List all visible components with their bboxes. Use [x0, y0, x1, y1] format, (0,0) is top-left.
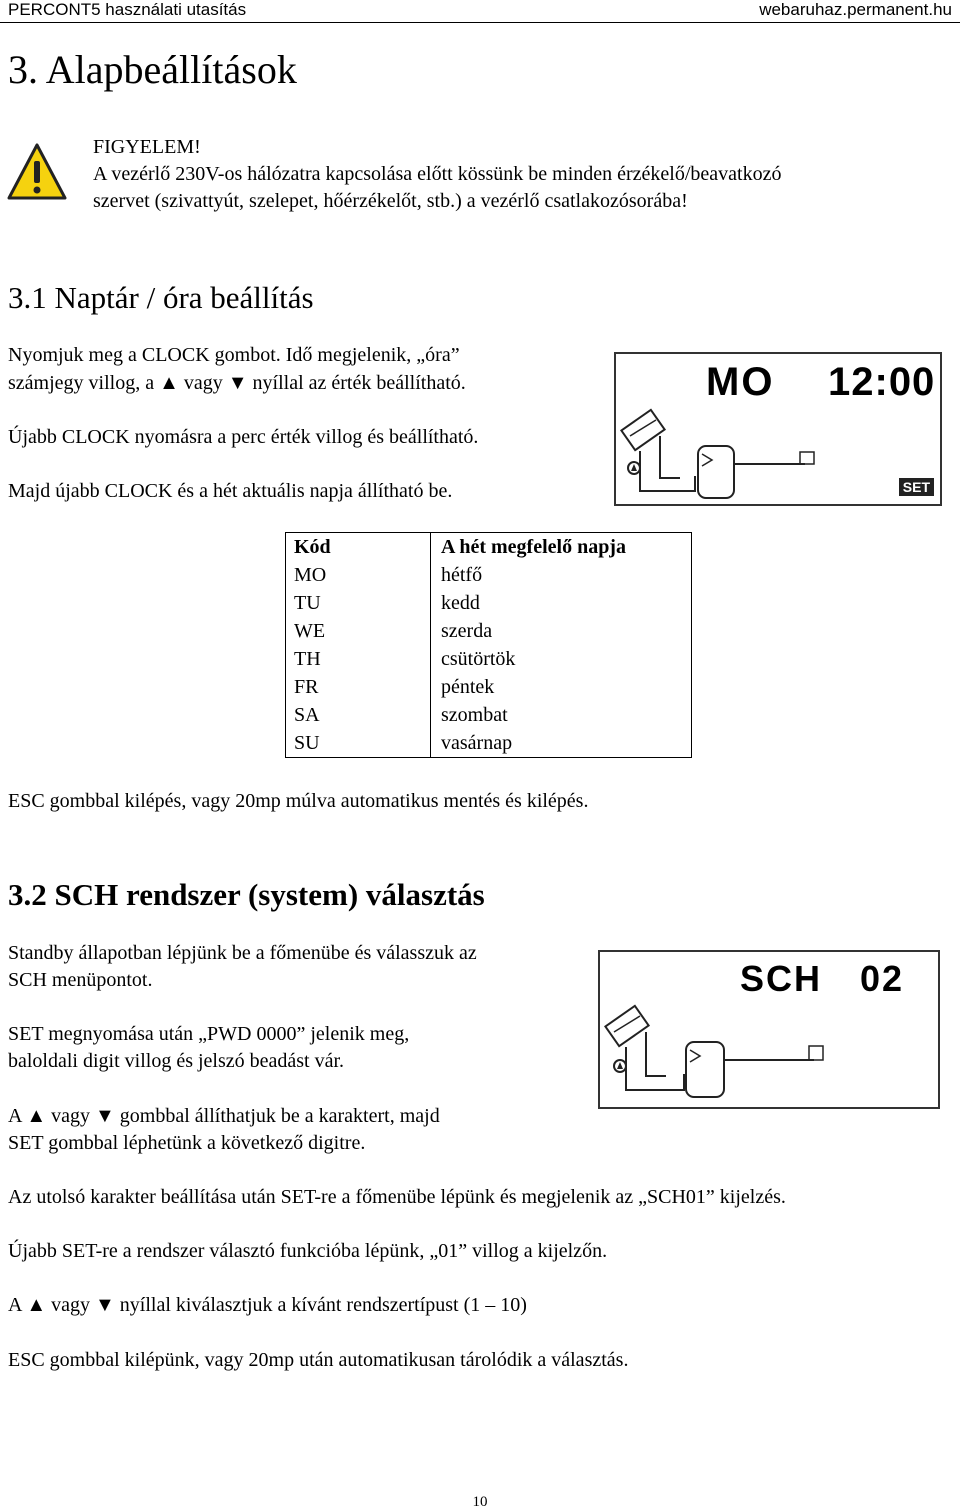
table-header-cell: A hét megfelelő napja: [441, 536, 626, 558]
table-cell-code: SU: [286, 729, 431, 758]
table-cell-day: péntek: [441, 676, 495, 698]
set-badge: SET: [899, 478, 934, 496]
paragraph: Majd újabb CLOCK és a hét aktuális napja állítható be.: [8, 480, 453, 502]
table-row: [286, 561, 692, 589]
table-row: [286, 617, 692, 645]
clock-display-image: [614, 352, 942, 506]
table-row: [286, 673, 692, 701]
solar-system-diagram-icon: [604, 1002, 844, 1102]
warning-triangle-icon: [6, 142, 68, 202]
table-header-cell: Kód: [286, 533, 431, 562]
table-header-row: [286, 533, 692, 562]
section-title: 3. Alapbeállítások: [8, 47, 297, 92]
display-sch-value: 02: [860, 958, 905, 999]
table-cell-code: WE: [286, 617, 431, 645]
table-cell-code: FR: [286, 673, 431, 701]
header-doc-title: PERCONT5 használati utasítás: [8, 0, 247, 19]
table-cell-day: kedd: [441, 592, 480, 614]
paragraph: Nyomjuk meg a CLOCK gombot. Idő megjelenik, „óra”: [8, 344, 460, 366]
display-day-code: MO: [706, 360, 775, 404]
page-number: 10: [472, 1494, 488, 1510]
table-cell-code: SA: [286, 701, 431, 729]
table-row: [286, 701, 692, 729]
paragraph: A ▲ vagy ▼ nyíllal kiválasztjuk a kívánt rendszertípust (1 – 10): [8, 1294, 527, 1316]
warning-line-1: A vezérlő 230V-os hálózatra kapcsolása előtt kössünk be minden érzékelő/beavatkozó: [93, 163, 782, 185]
table-cell-day: hétfő: [441, 564, 483, 586]
table-row: [286, 729, 692, 758]
paragraph: Újabb SET-re a rendszer választó funkcióba lépünk, „01” villog a kijelzőn.: [8, 1240, 608, 1262]
paragraph: SCH menüpontot.: [8, 969, 153, 991]
display-sch-label: SCH: [740, 958, 823, 999]
paragraph: SET gombbal léphetünk a következő digitre.: [8, 1132, 366, 1154]
warning-title: FIGYELEM!: [93, 136, 201, 158]
paragraph: Az utolsó karakter beállítása után SET-re a főmenübe lépünk és megjelenik az „SCH01” kijelzés.: [8, 1186, 786, 1208]
paragraph: baloldali digit villog és jelszó beadást vár.: [8, 1050, 345, 1072]
paragraph: számjegy villog, a ▲ vagy ▼ nyíllal az érték beállítható.: [8, 372, 466, 394]
paragraph: Standby állapotban lépjünk be a főmenübe és válasszuk az: [8, 942, 477, 964]
paragraph: ESC gombbal kilépünk, vagy 20mp után automatikusan tárolódik a választás.: [8, 1349, 629, 1371]
page-header: [0, 0, 960, 23]
subsection-title-3-2: 3.2 SCH rendszer (system) választás: [8, 877, 485, 912]
warning-line-2: szervet (szivattyút, szelepet, hőérzékelőt, stb.) a vezérlő csatlakozósorába!: [93, 190, 688, 212]
table-cell-code: MO: [286, 561, 431, 589]
table-cell-code: TH: [286, 645, 431, 673]
table-row: [286, 589, 692, 617]
table-cell-day: szerda: [441, 620, 493, 642]
table-cell-day: vasárnap: [441, 732, 513, 754]
paragraph: ESC gombbal kilépés, vagy 20mp múlva automatikus mentés és kilépés.: [8, 790, 589, 812]
table-row: [286, 645, 692, 673]
paragraph: A ▲ vagy ▼ gombbal állíthatjuk be a karaktert, majd: [8, 1105, 440, 1127]
paragraph: Újabb CLOCK nyomásra a perc érték villog és beállítható.: [8, 426, 479, 448]
table-cell-day: szombat: [441, 704, 508, 726]
header-website: webaruhaz.permanent.hu: [759, 0, 952, 19]
display-time: 12:00: [828, 360, 936, 404]
table-cell-code: TU: [286, 589, 431, 617]
day-code-table: [285, 532, 692, 758]
paragraph: SET megnyomása után „PWD 0000” jelenik meg,: [8, 1023, 410, 1045]
table-cell-day: csütörtök: [441, 648, 516, 670]
sch-display-image: [598, 950, 940, 1109]
solar-system-diagram-icon: [620, 406, 840, 501]
subsection-title-3-1: 3.1 Naptár / óra beállítás: [8, 280, 314, 315]
